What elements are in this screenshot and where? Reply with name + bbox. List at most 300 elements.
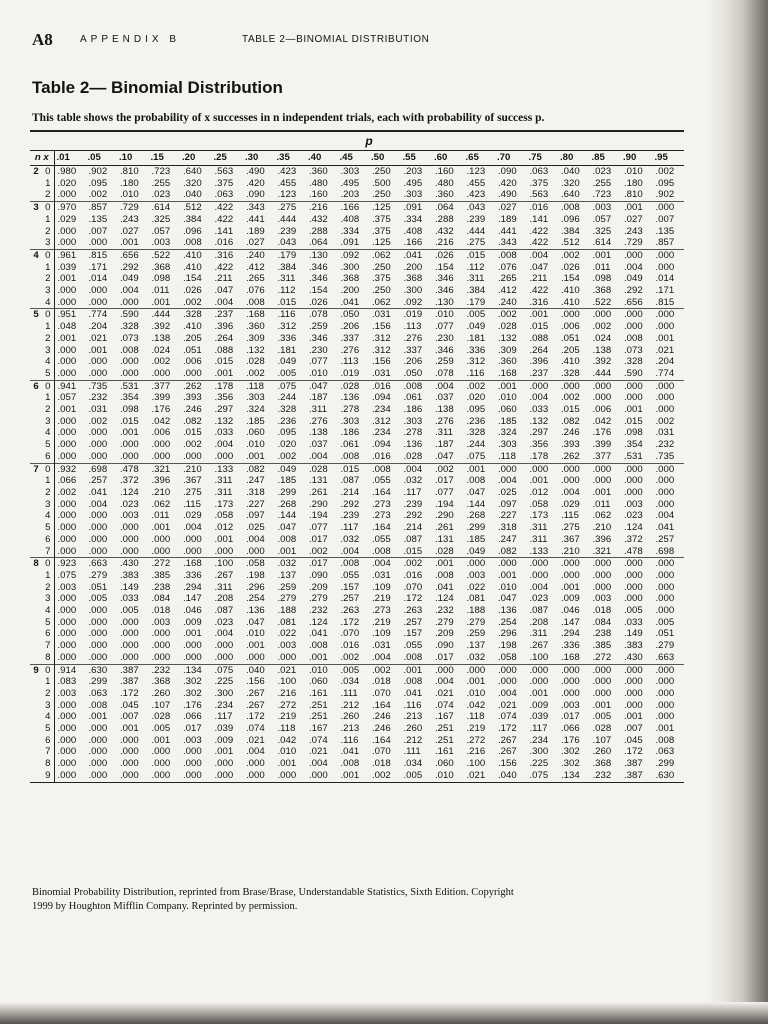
probability-cell: .360: [435, 189, 454, 201]
table-row: [30, 321, 684, 333]
x-cell: 1: [42, 676, 54, 688]
probability-cell: .232: [149, 664, 181, 676]
probability-cell: .000: [57, 439, 77, 451]
probability-cell: .134: [180, 664, 212, 676]
probability-cell: .015: [214, 356, 234, 368]
probability-cell: .000: [57, 498, 77, 510]
page-title: Table 2— Binomial Distribution: [32, 78, 283, 97]
x-cell: 6: [42, 628, 54, 640]
probability-cell: .320: [183, 177, 202, 189]
n-cell: [30, 262, 42, 274]
probability-cell: .247: [498, 533, 517, 545]
probability-cell: .815: [655, 296, 675, 308]
probability-cell: .009: [529, 699, 549, 711]
probability-cell: .138: [592, 344, 612, 356]
probability-cell: .176: [561, 734, 580, 746]
probability-cell: .033: [624, 616, 643, 628]
probability-cell: .033: [120, 593, 139, 605]
probability-cell: .000: [655, 486, 675, 498]
probability-cell: .590: [117, 309, 149, 321]
probability-cell: .002: [561, 392, 580, 404]
probability-cell: .003: [183, 734, 202, 746]
probability-cell: .117: [214, 711, 233, 723]
probability-cell: .000: [88, 640, 108, 652]
probability-cell: .020: [277, 439, 297, 451]
probability-cell: .000: [120, 522, 139, 534]
probability-cell: .276: [435, 415, 454, 427]
p-header-cell: .55: [401, 151, 433, 166]
probability-cell: .000: [527, 380, 559, 392]
probability-cell: .018: [592, 605, 612, 617]
probability-cell: .060: [498, 404, 517, 416]
table-row: [30, 640, 684, 652]
probability-cell: .112: [466, 261, 485, 273]
probability-cell: .311: [435, 427, 453, 439]
x-cell: 4: [42, 510, 54, 522]
probability-cell: .268: [277, 498, 297, 510]
probability-cell: .227: [246, 498, 265, 510]
probability-cell: .041: [401, 249, 433, 261]
table-row: [30, 368, 684, 380]
probability-cell: .232: [590, 770, 622, 782]
probability-cell: .210: [151, 486, 171, 498]
probability-cell: .387: [120, 676, 139, 688]
probability-cell: .422: [214, 213, 234, 225]
probability-cell: .000: [88, 522, 108, 534]
probability-cell: .311: [214, 486, 233, 498]
probability-cell: .279: [435, 616, 454, 628]
probability-cell: .136: [498, 605, 517, 617]
probability-cell: .005: [120, 605, 139, 617]
probability-cell: .267: [246, 687, 265, 699]
probability-cell: .698: [655, 545, 675, 557]
probability-cell: .000: [120, 746, 139, 758]
probability-cell: .259: [309, 321, 328, 333]
probability-cell: .001: [624, 711, 643, 723]
probability-cell: .356: [529, 439, 549, 451]
probability-cell: .311: [309, 404, 327, 416]
probability-cell: .002: [369, 664, 401, 676]
probability-cell: .005: [277, 367, 297, 379]
probability-cell: .001: [214, 746, 234, 758]
probability-cell: .275: [466, 237, 486, 249]
probability-cell: .000: [432, 664, 464, 676]
probability-cell: .267: [498, 746, 517, 758]
probability-cell: .011: [151, 285, 170, 297]
x-cell: 2: [42, 273, 54, 285]
probability-cell: .000: [498, 676, 517, 688]
probability-cell: .003: [624, 498, 643, 510]
probability-cell: .028: [592, 723, 612, 735]
probability-cell: .267: [246, 699, 265, 711]
probability-cell: .230: [309, 344, 328, 356]
probability-cell: .062: [592, 510, 612, 522]
probability-cell: .343: [243, 202, 275, 214]
probability-cell: .265: [498, 273, 517, 285]
probability-cell: .292: [624, 285, 643, 297]
probability-cell: .141: [529, 213, 549, 225]
probability-cell: .299: [466, 522, 486, 534]
probability-cell: .346: [435, 273, 454, 285]
probability-cell: .075: [527, 770, 559, 782]
probability-cell: .173: [529, 510, 549, 522]
probability-cell: .478: [624, 545, 643, 557]
probability-cell: .303: [246, 392, 265, 404]
table-row: [30, 214, 684, 226]
probability-cell: .008: [183, 237, 202, 249]
table-row: [30, 226, 684, 238]
probability-cell: .000: [88, 367, 108, 379]
probability-cell: .250: [372, 261, 391, 273]
probability-cell: .040: [243, 664, 275, 676]
p-header-cell: .15: [149, 151, 181, 166]
probability-cell: .005: [401, 770, 433, 782]
probability-cell: .074: [498, 711, 517, 723]
n-cell: [30, 439, 42, 451]
x-cell: 0: [42, 309, 54, 321]
probability-cell: .004: [214, 296, 234, 308]
probability-cell: .075: [57, 569, 77, 581]
probability-cell: .027: [495, 202, 527, 214]
n-cell: [30, 570, 42, 582]
probability-cell: .023: [214, 616, 234, 628]
probability-cell: .368: [151, 261, 171, 273]
probability-cell: .017: [306, 558, 338, 570]
x-cell: 0: [42, 166, 54, 178]
probability-cell: .375: [372, 213, 391, 225]
probability-cell: .186: [403, 404, 423, 416]
p-header-cell: .01: [54, 151, 86, 166]
probability-cell: .000: [561, 569, 580, 581]
p-header-cell: .95: [653, 151, 685, 166]
probability-cell: .073: [624, 344, 643, 356]
p-header-cell: .80: [558, 151, 590, 166]
probability-cell: .006: [183, 356, 202, 368]
probability-cell: .272: [149, 558, 181, 570]
n-cell: [30, 368, 42, 380]
probability-cell: .039: [529, 711, 549, 723]
probability-cell: .383: [624, 640, 643, 652]
x-cell: 7: [42, 546, 54, 558]
probability-cell: .016: [340, 640, 360, 652]
probability-cell: .372: [624, 533, 643, 545]
probability-cell: .422: [529, 225, 549, 237]
probability-cell: .172: [624, 746, 643, 758]
x-cell: 7: [42, 640, 54, 652]
probability-cell: .495: [340, 177, 360, 189]
x-cell: 0: [42, 202, 54, 214]
probability-cell: .185: [277, 475, 297, 487]
probability-cell: .098: [151, 273, 171, 285]
probability-cell: .360: [309, 166, 328, 177]
probability-cell: .204: [88, 321, 108, 333]
probability-cell: .060: [309, 676, 328, 688]
probability-cell: .213: [403, 711, 423, 723]
probability-cell: .735: [655, 450, 675, 462]
probability-cell: .902: [88, 166, 108, 177]
probability-cell: .058: [214, 510, 234, 522]
probability-cell: .058: [498, 651, 517, 663]
probability-cell: .000: [57, 415, 77, 427]
probability-cell: .422: [529, 285, 549, 297]
probability-cell: .116: [403, 699, 422, 711]
probability-cell: .000: [88, 616, 108, 628]
probability-cell: .630: [86, 664, 118, 676]
probability-cell: .048: [57, 321, 77, 333]
probability-cell: .263: [340, 605, 360, 617]
probability-cell: .263: [403, 605, 423, 617]
probability-cell: .144: [466, 498, 486, 510]
probability-cell: .000: [57, 746, 77, 758]
probability-cell: .000: [88, 450, 108, 462]
probability-cell: .078: [435, 367, 454, 379]
probability-cell: .288: [309, 225, 328, 237]
probability-cell: .275: [275, 202, 307, 214]
table-row: [30, 582, 684, 594]
probability-cell: .385: [151, 569, 171, 581]
probability-cell: .219: [372, 616, 391, 628]
x-cell: 6: [42, 534, 54, 546]
probability-cell: .246: [372, 723, 391, 735]
n-cell: 9: [30, 664, 42, 676]
probability-cell: .260: [403, 723, 423, 735]
probability-cell: .000: [57, 640, 77, 652]
probability-cell: .206: [403, 356, 423, 368]
x-cell: 5: [42, 368, 54, 380]
probability-cell: .042: [151, 415, 171, 427]
table-row: [30, 262, 684, 274]
probability-cell: .077: [309, 356, 328, 368]
table-row: [30, 249, 684, 261]
x-cell: 0: [42, 558, 54, 570]
probability-cell: .001: [495, 380, 527, 392]
probability-cell: .278: [340, 404, 360, 416]
table-row: [30, 605, 684, 617]
table-row: [30, 189, 684, 201]
probability-cell: .004: [432, 380, 464, 392]
probability-cell: .001: [621, 202, 653, 214]
probability-cell: .017: [435, 651, 454, 663]
probability-cell: .164: [372, 699, 391, 711]
n-cell: [30, 510, 42, 522]
probability-cell: .000: [57, 344, 77, 356]
probability-cell: .000: [57, 651, 77, 663]
probability-cell: .300: [403, 285, 423, 297]
probability-cell: .000: [653, 463, 685, 475]
probability-cell: .050: [338, 309, 370, 321]
probability-cell: .070: [372, 746, 391, 758]
n-cell: [30, 758, 42, 770]
probability-cell: .133: [212, 463, 244, 475]
n-x-header: n x: [30, 151, 54, 166]
probability-cell: .346: [309, 273, 328, 285]
probability-cell: .000: [183, 640, 202, 652]
probability-cell: .198: [246, 569, 265, 581]
probability-cell: .009: [214, 734, 234, 746]
table-row: [30, 522, 684, 534]
probability-cell: .003: [57, 687, 77, 699]
probability-cell: .188: [277, 605, 297, 617]
x-cell: 1: [42, 475, 54, 487]
probability-cell: .097: [246, 510, 265, 522]
probability-cell: .003: [57, 581, 77, 593]
n-cell: [30, 700, 42, 712]
probability-cell: .015: [277, 296, 297, 308]
probability-cell: .336: [277, 332, 297, 344]
probability-cell: .001: [590, 249, 622, 261]
probability-cell: .008: [403, 676, 423, 688]
probability-cell: .022: [277, 628, 297, 640]
probability-cell: .002: [558, 249, 590, 261]
probability-cell: .384: [561, 225, 580, 237]
probability-cell: .135: [655, 225, 675, 237]
probability-cell: .000: [88, 545, 108, 557]
probability-cell: .096: [561, 213, 580, 225]
probability-cell: .001: [527, 309, 559, 321]
probability-cell: .010: [432, 770, 464, 782]
probability-cell: .172: [498, 723, 517, 735]
probability-cell: .302: [561, 758, 580, 770]
probability-cell: .663: [86, 558, 118, 570]
probability-cell: .008: [435, 569, 454, 581]
probability-cell: .000: [214, 651, 234, 663]
p-header-cell: .75: [527, 151, 559, 166]
probability-cell: .070: [403, 581, 423, 593]
probability-cell: .136: [246, 605, 265, 617]
probability-cell: .095: [655, 177, 675, 189]
x-cell: 3: [42, 416, 54, 428]
n-cell: [30, 345, 42, 357]
probability-cell: .236: [277, 415, 297, 427]
probability-cell: .303: [340, 415, 360, 427]
probability-cell: .640: [183, 166, 202, 177]
probability-cell: .343: [498, 237, 517, 249]
p-header-cell: .10: [117, 151, 149, 166]
probability-cell: .015: [561, 404, 580, 416]
probability-cell: .297: [529, 427, 549, 439]
probability-cell: .000: [183, 651, 202, 663]
probability-cell: .063: [214, 189, 234, 201]
probability-cell: .001: [57, 404, 77, 416]
probability-cell: .321: [592, 545, 612, 557]
probability-cell: .512: [180, 202, 212, 214]
probability-cell: .001: [432, 558, 464, 570]
probability-cell: .047: [466, 486, 486, 498]
probability-cell: .000: [120, 367, 139, 379]
x-cell: 8: [42, 758, 54, 770]
probability-cell: .309: [498, 344, 517, 356]
probability-cell: .279: [655, 640, 675, 652]
n-cell: 5: [30, 309, 42, 321]
probability-cell: .060: [246, 427, 265, 439]
probability-cell: .164: [372, 522, 391, 534]
probability-cell: .000: [88, 628, 108, 640]
probability-cell: .144: [277, 510, 297, 522]
x-cell: 5: [42, 522, 54, 534]
probability-cell: .325: [592, 225, 612, 237]
probability-cell: .039: [57, 261, 77, 273]
probability-cell: .000: [624, 699, 643, 711]
probability-cell: .312: [277, 321, 297, 333]
probability-cell: .902: [655, 189, 675, 201]
probability-cell: .735: [86, 380, 118, 392]
probability-cell: .000: [57, 367, 77, 379]
probability-cell: .018: [372, 676, 391, 688]
probability-cell: .375: [372, 225, 391, 237]
probability-cell: .255: [151, 177, 171, 189]
x-cell: 5: [42, 617, 54, 629]
probability-cell: .010: [120, 189, 139, 201]
n-cell: [30, 593, 42, 605]
probability-cell: .156: [372, 356, 391, 368]
probability-cell: .000: [655, 676, 675, 688]
probability-cell: .372: [120, 475, 139, 487]
n-cell: [30, 427, 42, 439]
probability-cell: .012: [529, 486, 549, 498]
probability-cell: .000: [592, 569, 612, 581]
probability-cell: .005: [151, 723, 171, 735]
probability-cell: .243: [120, 213, 139, 225]
probability-cell: .292: [340, 498, 360, 510]
probability-cell: .000: [57, 605, 77, 617]
probability-cell: .000: [120, 616, 139, 628]
probability-cell: .005: [338, 664, 370, 676]
probability-cell: .025: [246, 522, 265, 534]
n-cell: 2: [33, 166, 39, 177]
probability-cell: .279: [88, 569, 108, 581]
probability-cell: .004: [655, 510, 675, 522]
probability-cell: .023: [624, 510, 643, 522]
probability-cell: .216: [277, 687, 297, 699]
probability-cell: .042: [592, 415, 612, 427]
probability-cell: .115: [561, 510, 579, 522]
probability-cell: .000: [183, 746, 202, 758]
probability-cell: .377: [592, 450, 612, 462]
table-description: This table shows the probability of x successes in n independent trials, each with probability of success p.: [32, 112, 545, 124]
probability-cell: .299: [88, 676, 108, 688]
probability-cell: .210: [180, 463, 212, 475]
probability-cell: .387: [117, 664, 149, 676]
probability-cell: .057: [57, 392, 77, 404]
probability-cell: .000: [558, 558, 590, 570]
probability-cell: .216: [435, 237, 454, 249]
probability-cell: .003: [151, 237, 171, 249]
probability-cell: .109: [372, 581, 391, 593]
probability-cell: .810: [624, 189, 643, 201]
probability-cell: .097: [498, 498, 517, 510]
probability-cell: .531: [624, 450, 643, 462]
probability-cell: .000: [88, 723, 108, 735]
probability-cell: .051: [561, 332, 580, 344]
probability-cell: .132: [214, 415, 234, 427]
table-row: [30, 439, 684, 451]
probability-cell: .180: [624, 177, 643, 189]
probability-cell: .062: [372, 296, 391, 308]
probability-cell: .010: [246, 439, 265, 451]
n-cell: [30, 723, 42, 735]
x-cell: 4: [42, 356, 54, 368]
x-cell: 2: [42, 189, 54, 201]
probability-cell: .010: [306, 664, 338, 676]
probability-cell: .092: [338, 249, 370, 261]
probability-cell: .000: [57, 533, 77, 545]
probability-cell: .171: [655, 285, 675, 297]
probability-cell: .161: [309, 687, 328, 699]
probability-cell: .000: [590, 558, 622, 570]
probability-cell: .276: [309, 415, 328, 427]
probability-cell: .037: [309, 439, 328, 451]
table-row: [30, 463, 684, 475]
